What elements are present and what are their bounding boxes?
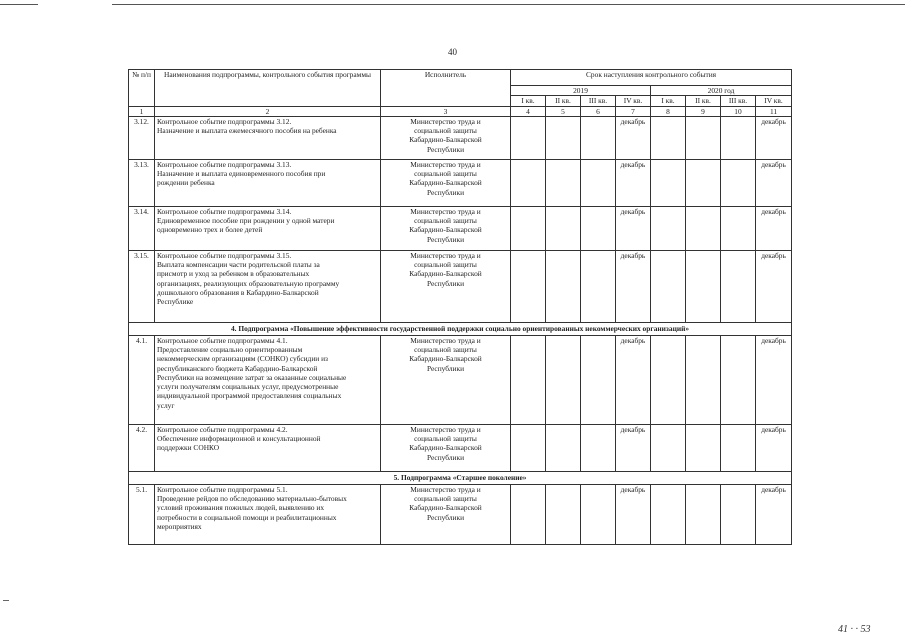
header-quarter: II кв. — [686, 96, 721, 106]
event-name-line: условий проживания пожилых людей, выявлению их — [157, 503, 325, 513]
executor-line: Республики — [426, 512, 465, 522]
deadline-2019-q4: декабрь — [616, 335, 651, 424]
event-name-line: мероприятиях — [157, 521, 202, 531]
event-name-line: Предоставление социально ориентированным — [157, 345, 303, 354]
executor-line: Кабардино-Балкарской — [409, 269, 482, 279]
event-name-line: Контрольное событие подпрограммы 3.13. — [157, 159, 292, 169]
event-name-line: Проведение рейдов по обследованию материально-бытовых — [157, 494, 347, 503]
executor-line: Кабардино-Балкарской — [409, 135, 482, 145]
empty-period-cell — [721, 159, 756, 206]
empty-period-cell — [581, 424, 616, 471]
executor-line: Республики — [426, 363, 465, 373]
executor-cell — [381, 335, 511, 424]
header-quarter: III кв. — [721, 96, 756, 106]
deadline-2019-q4: декабрь — [616, 159, 651, 206]
section-title: 4. Подпрограмма «Повышение эффективности государственной поддержки социально ориентированных некоммерческих организаций» — [129, 322, 792, 335]
empty-period-cell — [581, 206, 616, 250]
deadline-2020-q4: декабрь — [756, 335, 792, 424]
deadline-2019-q4: декабрь — [616, 250, 651, 322]
event-name-cell — [155, 116, 381, 159]
empty-period-cell — [686, 250, 721, 322]
executor-line: социальной защиты — [414, 434, 477, 443]
event-name-line: Контрольное событие подпрограммы 4.1. — [157, 335, 288, 345]
empty-period-cell — [686, 484, 721, 544]
table-row — [129, 250, 792, 322]
event-name-line: Выплата компенсации части родительской платы за — [157, 260, 320, 269]
deadline-2019-q4: декабрь — [616, 206, 651, 250]
executor-line: социальной защиты — [414, 126, 477, 135]
empty-period-cell — [511, 335, 546, 424]
executor-line: социальной защиты — [414, 216, 477, 225]
empty-period-cell — [546, 159, 581, 206]
event-name-line: Назначение и выплата ежемесячного пособия на ребенка — [157, 126, 337, 135]
table-body — [129, 116, 792, 544]
executor-line: Республики — [426, 452, 465, 462]
event-name-line: Контрольное событие подпрограммы 3.15. — [157, 250, 292, 260]
executor-cell — [381, 206, 511, 250]
column-number: 6 — [581, 106, 616, 116]
event-name-line: присмотр и уход за ребенком в образовательных — [157, 269, 310, 279]
row-number: 3.14. — [129, 206, 155, 250]
empty-period-cell — [721, 116, 756, 159]
empty-period-cell — [546, 250, 581, 322]
row-number: 3.15. — [129, 250, 155, 322]
row-number: 3.13. — [129, 159, 155, 206]
executor-line: Кабардино-Балкарской — [409, 225, 482, 235]
empty-period-cell — [651, 250, 686, 322]
executor-cell — [381, 424, 511, 471]
header-year-2020: 2020 год — [651, 86, 792, 96]
executor-line: Кабардино-Балкарской — [409, 354, 482, 364]
empty-period-cell — [581, 335, 616, 424]
header-quarter: II кв. — [546, 96, 581, 106]
empty-period-cell — [686, 116, 721, 159]
empty-period-cell — [651, 116, 686, 159]
event-name-line: индивидуальной программой предоставления социальных — [157, 391, 342, 401]
header-quarter: I кв. — [511, 96, 546, 106]
event-name-line: потребности в социальной помощи и реабилитационных — [157, 512, 337, 522]
empty-period-cell — [511, 250, 546, 322]
empty-period-cell — [651, 206, 686, 250]
empty-period-cell — [546, 206, 581, 250]
empty-period-cell — [581, 484, 616, 544]
executor-line: Министерство труда и — [410, 484, 481, 494]
column-number: 11 — [756, 106, 792, 116]
empty-period-cell — [581, 116, 616, 159]
event-name-line: некоммерческим организациям (СОНКО) субсидии из — [157, 354, 328, 364]
column-number: 4 — [511, 106, 546, 116]
executor-line: Республики — [426, 187, 465, 197]
row-number: 3.12. — [129, 116, 155, 159]
event-name-line: дошкольного образования в Кабардино-Балкарской — [157, 287, 319, 297]
event-name-line: Контрольное событие подпрограммы 4.2. — [157, 424, 288, 434]
empty-period-cell — [546, 116, 581, 159]
empty-period-cell — [511, 206, 546, 250]
event-name-cell — [155, 250, 381, 322]
header-quarter: III кв. — [581, 96, 616, 106]
header-num: № п/п — [129, 70, 155, 107]
executor-cell — [381, 159, 511, 206]
header-quarter: I кв. — [651, 96, 686, 106]
table-row — [129, 116, 792, 159]
empty-period-cell — [511, 159, 546, 206]
empty-period-cell — [581, 159, 616, 206]
deadline-2020-q4: декабрь — [756, 484, 792, 544]
event-name-line: Контрольное событие подпрограммы 3.14. — [157, 206, 292, 216]
scan-top-line-left — [0, 4, 38, 5]
event-name-line: Обеспечение информационной и консультационной — [157, 434, 321, 443]
event-name-line: рождении ребенка — [157, 178, 215, 188]
empty-period-cell — [721, 484, 756, 544]
executor-line: социальной защиты — [414, 169, 477, 178]
scan-edge-mark — [3, 600, 9, 601]
deadline-2020-q4: декабрь — [756, 250, 792, 322]
executor-line: Министерство труда и — [410, 159, 481, 169]
executor-line: Министерство труда и — [410, 424, 481, 434]
event-name-cell — [155, 159, 381, 206]
empty-period-cell — [721, 206, 756, 250]
event-name-line: Единовременное пособие при рождении у одной матери — [157, 216, 335, 225]
column-number: 2 — [155, 106, 381, 116]
empty-period-cell — [511, 484, 546, 544]
event-name-line: поддержки СОНКО — [157, 443, 220, 453]
empty-period-cell — [581, 250, 616, 322]
empty-period-cell — [686, 424, 721, 471]
handwritten-page-mark: 41 · · 53 — [838, 624, 871, 635]
row-number: 5.1. — [129, 484, 155, 544]
executor-line: социальной защиты — [414, 494, 477, 503]
event-name-line: услуг — [157, 400, 175, 410]
table-row — [129, 335, 792, 424]
executor-line: социальной защиты — [414, 260, 477, 269]
deadline-2020-q4: декабрь — [756, 159, 792, 206]
deadline-2020-q4: декабрь — [756, 116, 792, 159]
executor-line: социальной защиты — [414, 345, 477, 354]
empty-period-cell — [546, 335, 581, 424]
table-row — [129, 484, 792, 544]
section-title: 5. Подпрограмма «Старшее поколение» — [129, 471, 792, 484]
executor-line: Министерство труда и — [410, 206, 481, 216]
empty-period-cell — [686, 335, 721, 424]
event-name-line: Контрольное событие подпрограммы 5.1. — [157, 484, 288, 494]
executor-line: Министерство труда и — [410, 335, 481, 345]
empty-period-cell — [721, 250, 756, 322]
deadline-2020-q4: декабрь — [756, 424, 792, 471]
control-events-table — [128, 69, 792, 545]
header-quarter: IV кв. — [756, 96, 792, 106]
column-number-row — [129, 106, 792, 116]
executor-cell — [381, 250, 511, 322]
header-quarter: IV кв. — [616, 96, 651, 106]
event-name-line: одновременно трех и более детей — [157, 225, 263, 235]
executor-line: Республики — [426, 278, 465, 288]
empty-period-cell — [546, 424, 581, 471]
column-number: 7 — [616, 106, 651, 116]
executor-line: Кабардино-Балкарской — [409, 178, 482, 188]
row-number: 4.2. — [129, 424, 155, 471]
deadline-2019-q4: декабрь — [616, 116, 651, 159]
deadline-2019-q4: декабрь — [616, 484, 651, 544]
empty-period-cell — [721, 424, 756, 471]
executor-line: Министерство труда и — [410, 250, 481, 260]
section-row — [129, 471, 792, 484]
event-name-cell — [155, 424, 381, 471]
header-year-2019: 2019 — [511, 86, 651, 96]
empty-period-cell — [686, 159, 721, 206]
empty-period-cell — [651, 484, 686, 544]
row-number: 4.1. — [129, 335, 155, 424]
empty-period-cell — [721, 335, 756, 424]
column-number: 8 — [651, 106, 686, 116]
page-number: 40 — [448, 47, 457, 57]
executor-cell — [381, 484, 511, 544]
event-name-line: организациях, реализующих образовательную программу — [157, 278, 340, 288]
event-name-cell — [155, 335, 381, 424]
scan-top-line — [112, 4, 905, 5]
empty-period-cell — [686, 206, 721, 250]
table-row — [129, 159, 792, 206]
header-name: Наименования подпрограммы, контрольного события программы — [155, 70, 381, 107]
empty-period-cell — [651, 424, 686, 471]
table-row — [129, 206, 792, 250]
event-name-cell — [155, 484, 381, 544]
event-name-line: Контрольное событие подпрограммы 3.12. — [157, 116, 292, 126]
header-period: Срок наступления контрольного события — [511, 70, 792, 86]
column-number: 1 — [129, 106, 155, 116]
table-row — [129, 424, 792, 471]
event-name-line: Назначение и выплата единовременного пособия при — [157, 169, 326, 178]
event-name-line: Республики на возмещение затрат за оказанные социальные — [157, 372, 347, 382]
column-number: 3 — [381, 106, 511, 116]
executor-line: Кабардино-Балкарской — [409, 443, 482, 453]
executor-line: Министерство труда и — [410, 116, 481, 126]
empty-period-cell — [511, 116, 546, 159]
executor-line: Республики — [426, 234, 465, 244]
section-row — [129, 322, 792, 335]
column-number: 10 — [721, 106, 756, 116]
empty-period-cell — [651, 159, 686, 206]
event-name-cell — [155, 206, 381, 250]
empty-period-cell — [651, 335, 686, 424]
column-number: 5 — [546, 106, 581, 116]
deadline-2020-q4: декабрь — [756, 206, 792, 250]
empty-period-cell — [546, 484, 581, 544]
event-name-line: Республике — [157, 297, 194, 306]
deadline-2019-q4: декабрь — [616, 424, 651, 471]
executor-line: Республики — [426, 144, 465, 154]
empty-period-cell — [511, 424, 546, 471]
header-executor: Исполнитель — [381, 70, 511, 107]
executor-line: Кабардино-Балкарской — [409, 503, 482, 513]
event-name-line: услуги получателям социальных услуг, предусмотренные — [157, 382, 339, 391]
column-number: 9 — [686, 106, 721, 116]
event-name-line: республиканского бюджета Кабардино-Балкарской — [157, 363, 318, 373]
executor-cell — [381, 116, 511, 159]
